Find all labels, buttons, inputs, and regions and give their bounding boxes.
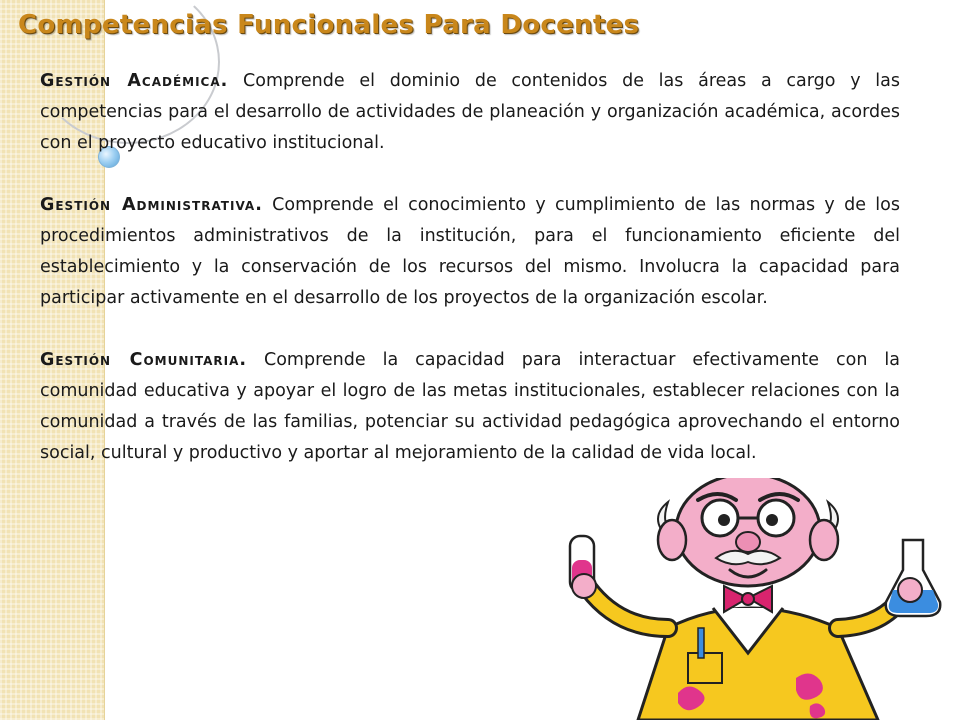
paragraph-heading: Gestión Comunitaria. — [40, 350, 248, 370]
paragraph-gestion-administrativa — [40, 190, 900, 314]
paragraph-text: Comprende la capacidad para interactuar efectivamente con la comunidad educativa y apoyar el logro de las metas institucionales, establecer relaciones con la comunidad a través de las familias, potenciar su actividad pedagógica aprovechando el entorno social, cultural y productivo y aportar al mejoramiento de la calidad de vida local. — [40, 350, 900, 463]
slide-body — [40, 66, 900, 500]
paragraph-heading: Gestión Administrativa. — [40, 195, 263, 215]
paragraph-text: Comprende el dominio de contenidos de las áreas a cargo y las competencias para el desarrollo de actividades de planeación y organización académica, acordes con el proyecto educativo institucional. — [40, 71, 900, 153]
paragraph-gestion-comunitaria — [40, 345, 900, 469]
paragraph-heading: Gestión Académica. — [40, 71, 229, 91]
slide-title: Competencias Funcionales Para Docentes — [18, 10, 640, 40]
paragraph-text: Comprende el conocimiento y cumplimiento de las normas y de los procedimientos administrativos de la institución, para el funcionamiento eficiente del establecimiento y la conservación de los recursos del mismo. Involucra la capacidad para participar activamente en el desarrollo de los proyectos de la organización escolar. — [40, 195, 900, 308]
paragraph-gestion-academica — [40, 66, 900, 159]
cartoon-scientist-icon — [548, 478, 948, 720]
